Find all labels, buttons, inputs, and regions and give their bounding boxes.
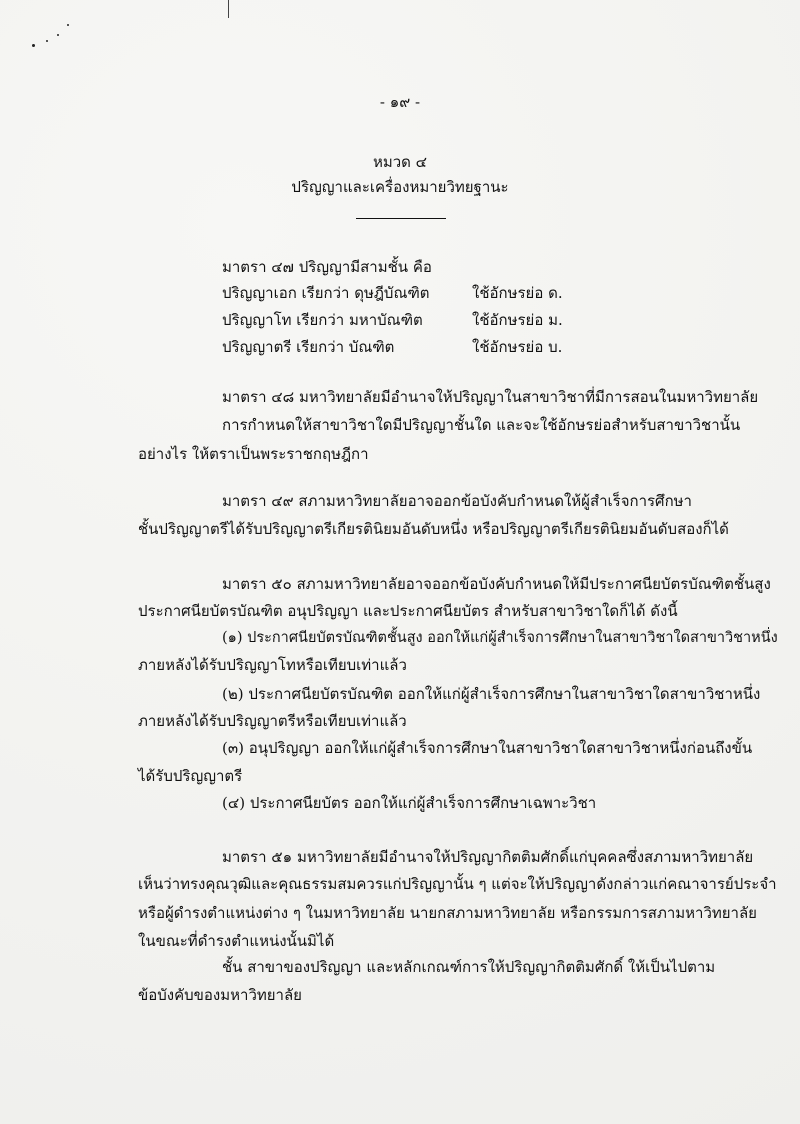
section-47-intro: มาตรา ๔๗ ปริญญามีสามชั้น คือ: [222, 258, 432, 276]
degree-row-master: ปริญญาโท เรียกว่า มหาบัณฑิต: [222, 311, 423, 329]
degree-row-bachelor: ปริญญาตรี เรียกว่า บัณฑิต: [222, 338, 395, 356]
section-51-line: มาตรา ๕๑ มหาวิทยาลัยมีอำนาจให้ปริญญากิตติมศักดิ์แก่บุคคลซึ่งสภามหาวิทยาลัย: [222, 848, 754, 866]
section-51-line: ชั้น สาขาของปริญญา และหลักเกณฑ์การให้ปริญญากิตติมศักดิ์ ให้เป็นไปตาม: [222, 958, 716, 976]
section-51-line: ในขณะที่ดำรงตำแหน่งนั้นมิได้: [138, 932, 335, 950]
scan-speck: [46, 40, 48, 42]
section-50-line: ภายหลังได้รับปริญญาโทหรือเทียบเท่าแล้ว: [138, 656, 407, 674]
scan-mark: [228, 0, 229, 18]
page-number: - ๑๙ -: [379, 93, 421, 111]
section-51-line: หรือผู้ดำรงตำแหน่งต่าง ๆ ในมหาวิทยาลัย นายกสภามหาวิทยาลัย หรือกรรมการสภามหาวิทยาลัย: [138, 904, 757, 922]
section-50-item: (๔) ประกาศนียบัตร ออกให้แก่ผู้สำเร็จการศึกษาเฉพาะวิชา: [222, 794, 597, 812]
section-50-line: ประกาศนียบัตรบัณฑิต อนุปริญญา และประกาศนียบัตร สำหรับสาขาวิชาใดก็ได้ ดังนี้: [138, 602, 678, 620]
degree-abbr-master: ใช้อักษรย่อ ม.: [472, 311, 563, 329]
section-48-line: การกำหนดให้สาขาวิชาใดมีปริญญาชั้นใด และจะใช้อักษรย่อสำหรับสาขาวิชานั้น: [222, 416, 741, 434]
title-divider: [356, 218, 446, 219]
section-50-line: ได้รับปริญญาตรี: [138, 767, 243, 785]
section-51-line: เห็นว่าทรงคุณวุฒิและคุณธรรมสมควรแก่ปริญญานั้น ๆ แต่จะให้ปริญญาดังกล่าวแก่คณาจารย์ประจำ: [138, 875, 777, 893]
section-50-item: (๓) อนุปริญญา ออกให้แก่ผู้สำเร็จการศึกษาในสาขาวิชาใดสาขาวิชาหนึ่งก่อนถึงขั้น: [222, 739, 753, 757]
section-50-line: มาตรา ๕๐ สภามหาวิทยาลัยอาจออกข้อบังคับกำหนดให้มีประกาศนียบัตรบัณฑิตชั้นสูง: [222, 575, 771, 593]
section-50-item: (๒) ประกาศนียบัตรบัณฑิต ออกให้แก่ผู้สำเร็จการศึกษาในสาขาวิชาใดสาขาวิชาหนึ่ง: [222, 685, 761, 703]
section-49-line: ชั้นปริญญาตรีได้รับปริญญาตรีเกียรตินิยมอันดับหนึ่ง หรือปริญญาตรีเกียรตินิยมอันดับสองก็ได้: [138, 520, 729, 538]
scan-speck: [57, 34, 59, 36]
degree-abbr-bachelor: ใช้อักษรย่อ บ.: [472, 338, 563, 356]
section-50-line: ภายหลังได้รับปริญญาตรีหรือเทียบเท่าแล้ว: [138, 712, 407, 730]
scan-speck: [32, 44, 35, 47]
chapter-title: ปริญญาและเครื่องหมายวิทยฐานะ: [291, 178, 509, 196]
section-49-line: มาตรา ๔๙ สภามหาวิทยาลัยอาจออกข้อบังคับกำหนดให้ผู้สำเร็จการศึกษา: [222, 492, 692, 510]
degree-row-doctor: ปริญญาเอก เรียกว่า ดุษฎีบัณฑิต: [222, 284, 430, 302]
section-48-line: มาตรา ๔๘ มหาวิทยาลัยมีอำนาจให้ปริญญาในสาขาวิชาที่มีการสอนในมหาวิทยาลัย: [222, 388, 759, 406]
section-48-line: อย่างไร ให้ตราเป็นพระราชกฤษฎีกา: [138, 445, 369, 463]
section-51-line: ข้อบังคับของมหาวิทยาลัย: [138, 986, 302, 1004]
degree-abbr-doctor: ใช้อักษรย่อ ด.: [472, 284, 563, 302]
scan-speck: [67, 24, 69, 26]
chapter-number: หมวด ๔: [372, 153, 428, 171]
section-50-item: (๑) ประกาศนียบัตรบัณฑิตชั้นสูง ออกให้แก่ผู้สำเร็จการศึกษาในสาขาวิชาใดสาขาวิชาหนึ่ง: [222, 630, 778, 646]
